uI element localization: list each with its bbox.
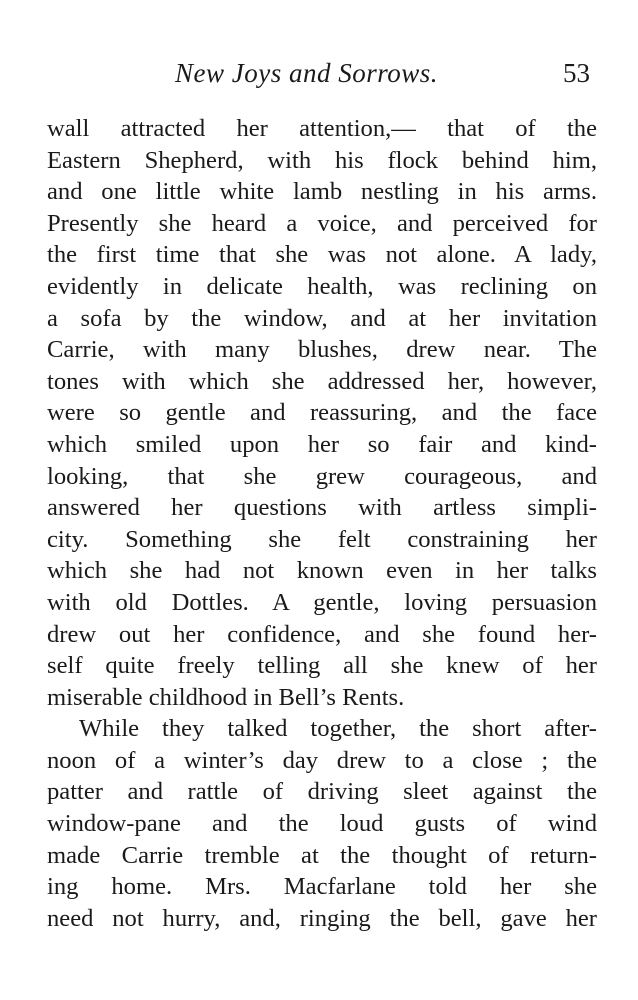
running-head (0, 58, 638, 94)
text-line: tones with which she addressed her, however, (47, 367, 597, 395)
text-line: which smiled upon her so fair and kind- (47, 430, 597, 458)
text-line: patter and rattle of driving sleet against the (47, 778, 597, 806)
text-line: Presently she heard a voice, and perceived for (47, 209, 597, 237)
text-line: ing home. Mrs. Macfarlane told her she (47, 873, 597, 901)
text-line: looking, that she grew courageous, and (47, 462, 597, 490)
text-line: need not hurry, and, ringing the bell, gave her (47, 904, 597, 932)
text-line: the first time that she was not alone. A lady, (47, 241, 597, 269)
text-line: evidently in delicate health, was reclining on (47, 272, 597, 300)
text-line: drew out her confidence, and she found her- (47, 620, 597, 648)
page-number: 53 (563, 58, 590, 88)
text-line: miserable childhood in Bell’s Rents. (47, 683, 405, 711)
text-line: were so gentle and reassuring, and the face (47, 399, 597, 427)
running-title: New Joys and Sorrows. (175, 58, 439, 88)
text-line: a sofa by the window, and at her invitation (47, 304, 597, 332)
text-line: answered her questions with artless simpli- (47, 494, 597, 522)
text-line: wall attracted her attention,— that of the (47, 115, 597, 142)
text-line: window-pane and the loud gusts of wind (47, 810, 597, 838)
text-line: city. Something she felt constraining her (47, 525, 597, 553)
text-line: which she had not known even in her talks (47, 557, 597, 585)
text-line: and one little white lamb nestling in his arms. (47, 178, 597, 206)
text-line: noon of a winter’s day drew to a close ; the (47, 746, 597, 774)
text-line: Carrie, with many blushes, drew near. The (47, 336, 597, 364)
body-text (47, 113, 597, 934)
text-line: with old Dottles. A gentle, loving persuasion (47, 588, 597, 616)
text-line: While they talked together, the short after- (79, 715, 597, 743)
text-line: made Carrie tremble at the thought of return- (47, 841, 597, 869)
text-line: self quite freely telling all she knew of her (47, 652, 597, 680)
text-line: Eastern Shepherd, with his flock behind him, (47, 146, 597, 174)
